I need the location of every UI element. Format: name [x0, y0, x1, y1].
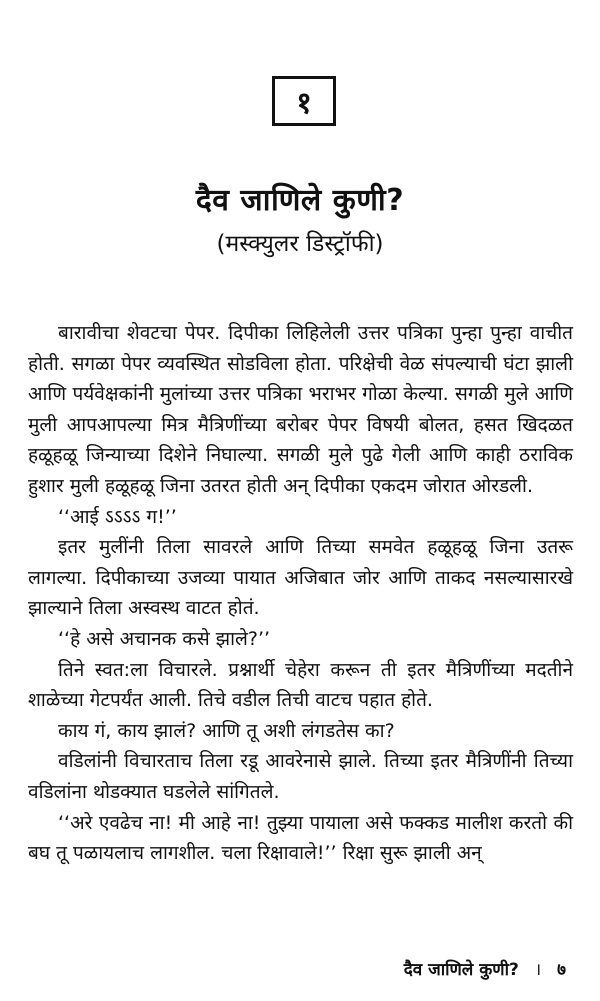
paragraph: ‘‘हे असे अचानक कसे झाले?’’	[58, 627, 271, 650]
page-footer	[404, 957, 566, 980]
paragraph: बारावीचा शेवटचा पेपर. दिपीका लिहिलेली उत्तर पत्रिका पुन्हा पुन्हा वाचीत होती. सगळा पेपर व्यवस्थित सोडविला होता. परिक्षेची वेळ संपल्याची घंटा झाली आणि पर्यवेक्षकांनी मुलांच्या उत्तर पत्रिका भराभर गोळा केल्या. सगळी मुले आणि मुली आपआपल्या मित्र मैत्रिणींच्या बरोबर पेपर विषयी बोलत, हसत खिदळत हळूहळू जिन्याच्या दिशेने निघाल्या. सगळी मुले पुढे गेली आणि काही ठराविक हुशार मुली हळूहळू जिना उतरत होती अन् दिपीका एकदम जोरात ओरडली.	[28, 322, 573, 497]
page-number: ७	[557, 960, 566, 980]
chapter-subtitle: (मस्क्युलर डिस्ट्रॉफी)	[216, 231, 384, 257]
paragraph: वडिलांनी विचारताच तिला रडू आवरेनासे झाले. तिच्या इतर मैत्रिणींनी तिच्या वडिलांना थोडक्यात घडलेले सांगितले.	[28, 750, 573, 803]
chapter-title: दैव जाणिले कुणी?	[195, 183, 405, 218]
paragraph: ‘‘अरे एवढेच ना! मी आहे ना! तुझ्या पायाला असे फक्कड मालीश करतो की बघ तू पळायलाच लागशील. चला रिक्षावाले!’’ रिक्षा सुरू झाली अन्	[28, 811, 573, 865]
footer-separator: ।	[534, 960, 542, 980]
paragraph: तिने स्वत:ला विचारले. प्रश्नार्थी चेहेरा करून ती इतर मैत्रिणींच्या मदतीने शाळेच्या गेटपर्यंत आली. तिचे वडील तिची वाटच पहात होते.	[28, 658, 573, 712]
chapter-number-box	[272, 76, 336, 126]
running-title: दैव जाणिले कुणी?	[403, 960, 519, 980]
chapter-number: १	[296, 85, 312, 121]
paragraph: ‘‘आई ऽऽऽऽ ग!’’	[58, 505, 177, 528]
paragraph: इतर मुलींनी तिला सावरले आणि तिच्या समवेत हळूहळू जिना उतरू लागल्या. दिपीकाच्या उजव्या पायात अजिबात जोर आणि ताकद नसल्यासारखे झाल्याने तिला अस्वस्थ वाटत होतं.	[28, 536, 573, 620]
paragraph: काय गं, काय झालं? आणि तू अशी लंगडतेस का?	[58, 719, 395, 742]
chapter-body	[28, 318, 573, 869]
